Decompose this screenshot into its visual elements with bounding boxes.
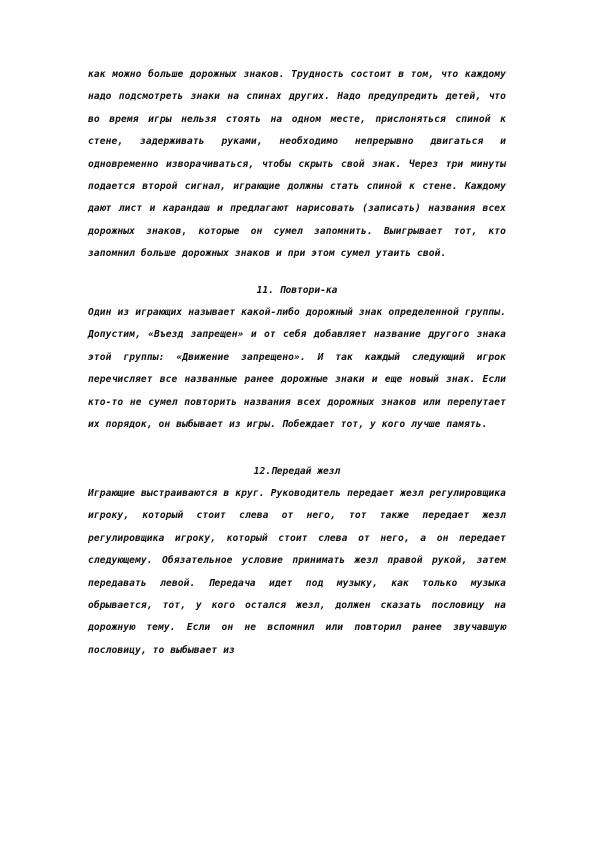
spacer — [88, 437, 506, 461]
spacer — [88, 266, 506, 280]
section-text-11: Один из играющих называет какой-либо дорожный знак определенной группы. Допустим, «Въезд запрещен» и от себя добавляет название другого знака этой группы: «Движение запрещено». И так каждый следующий игрок перечисляет все названные ранее дорожные знаки и еще новый знак. Если кто-то не сумел повторить названия всех дорожных знаков или перепутает их порядок, он выбывает из игры. Побеждает тот, у кого лучше память. — [88, 307, 506, 431]
section-title-12: 12.Передай жезл — [253, 465, 341, 477]
section-text-12: Играющие выстраиваются в круг. Руководитель передает жезл регулировщика игроку, который стоит слева от него, тот также передает жезл регулировщика игроку, который стоит слева от него, а он передает следующему. Обязательное условие принимать жезл правой рукой, затем передавать левой. Передача идет под музыку, как только музыка обрывается, тот, у кого остался жезл, должен сказать пословицу на дорожную тему. Если он не вспомнил или повторил ранее звучавшую пословицу, то выбывает из — [88, 487, 506, 656]
section-title-11: 11. Повтори-ка — [256, 284, 338, 296]
intro-paragraph: как можно больше дорожных знаков. Трудность состоит в том, что каждому надо подсмотреть знаки на спинах других. Надо предупредить детей, что во время игры нельзя стоять на одном месте, прислоняться спиной к стене, задерживать руками, необходимо непрерывно двигаться и одновременно изворачиваться, чтобы скрыть свой знак. Через три минуты подается второй сигнал, играющие должны стать спиной к стене. Каждому дают лист и карандаш и предлагают нарисовать (записать) названия всех дорожных знаков, которые он сумел запомнить. Выигрывает тот, кто запомнил больше дорожных знаков и при этом сумел утаить свой. — [88, 69, 506, 260]
document-page — [88, 64, 506, 662]
